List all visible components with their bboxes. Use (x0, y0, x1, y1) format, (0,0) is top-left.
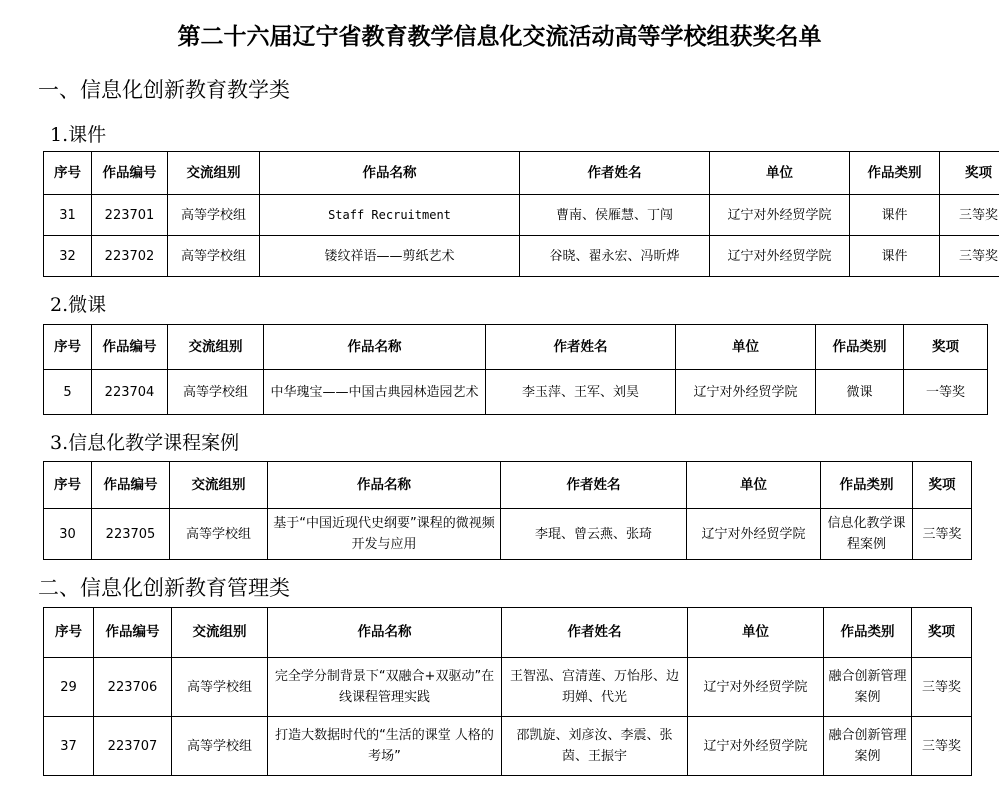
table-row (44, 195, 999, 236)
cell-award: 三等奖 (912, 658, 972, 717)
header-award: 奖项 (940, 152, 999, 195)
cell-award: 三等奖 (940, 195, 999, 236)
management-case-table (43, 607, 972, 776)
header-award: 奖项 (913, 462, 972, 509)
cell-unit: 辽宁对外经贸学院 (688, 658, 824, 717)
cell-category: 微课 (816, 370, 904, 415)
cell-category: 融合创新管理案例 (824, 717, 912, 776)
cell-group: 高等学校组 (172, 658, 268, 717)
header-authors: 作者姓名 (520, 152, 710, 195)
table-row (44, 717, 972, 776)
teaching-case-table (43, 461, 972, 560)
table-row (44, 370, 988, 415)
cell-unit: 辽宁对外经贸学院 (676, 370, 816, 415)
subsection-heading-courseware: 1.课件 (50, 124, 107, 146)
header-authors: 作者姓名 (502, 608, 688, 658)
cell-award: 三等奖 (912, 717, 972, 776)
cell-award: 一等奖 (904, 370, 988, 415)
microcourse-table (43, 324, 988, 415)
cell-category: 信息化教学课程案例 (821, 509, 913, 560)
cell-authors: 李玉萍、王军、刘昊 (486, 370, 676, 415)
header-index: 序号 (44, 325, 92, 370)
table-row (44, 658, 972, 717)
header-group: 交流组别 (170, 462, 268, 509)
header-unit: 单位 (676, 325, 816, 370)
cell-work-name: 完全学分制背景下“双融合+双驱动”在线课程管理实践 (268, 658, 502, 717)
cell-category: 课件 (850, 236, 940, 277)
subsection-heading-case: 3.信息化教学课程案例 (50, 432, 240, 454)
header-group: 交流组别 (172, 608, 268, 658)
header-index: 序号 (44, 608, 94, 658)
cell-group: 高等学校组 (170, 509, 268, 560)
table-header-row (44, 462, 972, 509)
cell-index: 31 (44, 195, 92, 236)
header-group: 交流组别 (168, 152, 260, 195)
header-group: 交流组别 (168, 325, 264, 370)
header-category: 作品类别 (850, 152, 940, 195)
header-category: 作品类别 (816, 325, 904, 370)
cell-index: 32 (44, 236, 92, 277)
cell-group: 高等学校组 (168, 236, 260, 277)
cell-group: 高等学校组 (168, 370, 264, 415)
cell-unit: 辽宁对外经贸学院 (687, 509, 821, 560)
cell-unit: 辽宁对外经贸学院 (710, 236, 850, 277)
cell-work-name: 中华瑰宝——中国古典园林造园艺术 (264, 370, 486, 415)
header-award: 奖项 (904, 325, 988, 370)
cell-index: 37 (44, 717, 94, 776)
cell-work-id: 223707 (94, 717, 172, 776)
header-work-id: 作品编号 (92, 325, 168, 370)
cell-work-name: 镂纹祥语——剪纸艺术 (260, 236, 520, 277)
header-category: 作品类别 (821, 462, 913, 509)
header-index: 序号 (44, 462, 92, 509)
page-title: 第二十六届辽宁省教育教学信息化交流活动高等学校组获奖名单 (177, 23, 822, 50)
cell-authors: 李琨、曾云燕、张琦 (501, 509, 687, 560)
cell-authors: 王智泓、宫清莲、万怡彤、边玥婵、代光 (502, 658, 688, 717)
cell-group: 高等学校组 (168, 195, 260, 236)
cell-work-name: 打造大数据时代的“生活的课堂 人格的考场” (268, 717, 502, 776)
cell-index: 30 (44, 509, 92, 560)
subsection-heading-microcourse: 2.微课 (50, 294, 107, 316)
header-authors: 作者姓名 (486, 325, 676, 370)
cell-authors: 谷晓、翟永宏、冯昕烨 (520, 236, 710, 277)
header-authors: 作者姓名 (501, 462, 687, 509)
header-unit: 单位 (710, 152, 850, 195)
courseware-table (43, 151, 999, 277)
cell-work-name: 基于“中国近现代史纲要”课程的微视频开发与应用 (268, 509, 501, 560)
section-heading-teaching: 一、信息化创新教育教学类 (38, 78, 290, 102)
header-category: 作品类别 (824, 608, 912, 658)
cell-index: 5 (44, 370, 92, 415)
cell-unit: 辽宁对外经贸学院 (688, 717, 824, 776)
cell-award: 三等奖 (940, 236, 999, 277)
header-unit: 单位 (688, 608, 824, 658)
cell-authors: 邵凯旋、刘彦汝、李震、张茵、王振宇 (502, 717, 688, 776)
table-row (44, 509, 972, 560)
cell-work-id: 223705 (92, 509, 170, 560)
header-index: 序号 (44, 152, 92, 195)
header-work-id: 作品编号 (92, 152, 168, 195)
table-header-row (44, 152, 999, 195)
header-work-name: 作品名称 (264, 325, 486, 370)
table-row (44, 236, 999, 277)
cell-category: 融合创新管理案例 (824, 658, 912, 717)
header-award: 奖项 (912, 608, 972, 658)
cell-index: 29 (44, 658, 94, 717)
table-header-row (44, 608, 972, 658)
cell-group: 高等学校组 (172, 717, 268, 776)
header-work-name: 作品名称 (260, 152, 520, 195)
header-work-name: 作品名称 (268, 608, 502, 658)
cell-work-name: Staff Recruitment (260, 195, 520, 236)
table-header-row (44, 325, 988, 370)
cell-work-id: 223702 (92, 236, 168, 277)
cell-award: 三等奖 (913, 509, 972, 560)
cell-category: 课件 (850, 195, 940, 236)
header-work-name: 作品名称 (268, 462, 501, 509)
cell-work-id: 223704 (92, 370, 168, 415)
header-unit: 单位 (687, 462, 821, 509)
cell-work-id: 223701 (92, 195, 168, 236)
header-work-id: 作品编号 (92, 462, 170, 509)
cell-authors: 曹南、侯雁慧、丁闯 (520, 195, 710, 236)
section-heading-management: 二、信息化创新教育管理类 (38, 576, 290, 600)
header-work-id: 作品编号 (94, 608, 172, 658)
cell-work-id: 223706 (94, 658, 172, 717)
cell-unit: 辽宁对外经贸学院 (710, 195, 850, 236)
